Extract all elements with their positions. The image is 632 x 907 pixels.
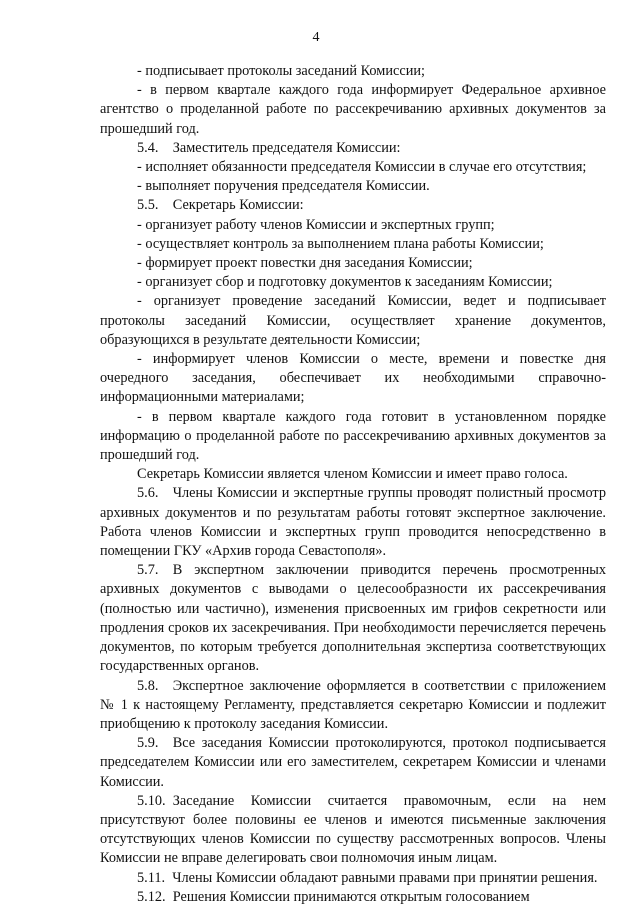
paragraph: - организует работу членов Комиссии и экспертных групп;	[137, 216, 495, 233]
paragraph: - выполняет поручения председателя Комиссии.	[137, 178, 430, 195]
paragraph: 5.8. Экспертное заключение оформляется в соответствии с приложением № 1 к настоящему Регламенту, представляется секретарю Комиссии и подлежит приобщению к протоколу заседания Комиссии.	[100, 677, 606, 732]
paragraph: - осуществляет контроль за выполнением плана работы Комиссии;	[137, 235, 544, 252]
paragraph: - организует сбор и подготовку документов к заседаниям Комиссии;	[137, 274, 553, 291]
document-body	[100, 62, 606, 907]
paragraph: - информирует членов Комиссии о месте, времени и повестке дня очередного заседания, обеспечивает их необходимыми справочно-информационными материалами;	[100, 351, 606, 406]
paragraph: - в первом квартале каждого года информирует Федеральное архивное агентство о проделанной работе по рассекречиванию архивных документов за прошедший год.	[100, 82, 606, 137]
section-heading: 5.5. Секретарь Комиссии:	[137, 197, 304, 214]
paragraph: - исполняет обязанности председателя Комиссии в случае его отсутствия;	[137, 159, 587, 176]
paragraph: - организует проведение заседаний Комиссии, ведет и подписывает протоколы заседаний Комиссии, осуществляет хранение документов, образующихся в результате деятельности Комиссии;	[100, 293, 606, 348]
paragraph: - подписывает протоколы заседаний Комиссии;	[137, 63, 425, 79]
page-number: 4	[312, 30, 320, 45]
paragraph: 5.7. В экспертном заключении приводится перечень просмотренных архивных документов с выводами о целесообразности их рассекречивания (полностью или частично), изменения присвоенных им грифов секретности или продления сроков их засекречивания. При необходимости перечисляется перечень документов, по которым требуется дополнительная экспертиза соответствующих государственных органов.	[100, 562, 606, 675]
paragraph: 5.6. Члены Комиссии и экспертные группы проводят полистный просмотр архивных документов и по результатам работы готовят экспертное заключение. Работа членов Комиссии и экспертных групп проводится непосредственно в помещении ГКУ «Архив города Севастополя».	[100, 485, 606, 560]
paragraph: 5.10. Заседание Комиссии считается правомочным, если на нем присутствуют более половины ее членов и имеются письменные заключения отсутствующих членов Комиссии по существу рассмотренных вопросов. Члены Комиссии не вправе делегировать свои полномочия иным лицам.	[100, 792, 606, 867]
paragraph: 5.9. Все заседания Комиссии протоколируются, протокол подписывается председателем Комиссии или его заместителем, секретарем Комиссии и членами Комиссии.	[100, 735, 606, 790]
paragraph: Секретарь Комиссии является членом Комиссии и имеет право голоса.	[137, 466, 568, 483]
paragraph: - в первом квартале каждого года готовит в установленном порядке информацию о проделанной работе по рассекречиванию архивных документов за прошедший год.	[100, 408, 606, 464]
paragraph: 5.11. Члены Комиссии обладают равными правами при принятии решения.	[137, 869, 598, 886]
paragraph: 5.12. Решения Комиссии принимаются открытым голосованием	[137, 888, 530, 905]
section-heading: 5.4. Заместитель председателя Комиссии:	[137, 139, 401, 156]
paragraph: - формирует проект повестки дня заседания Комиссии;	[137, 255, 473, 272]
